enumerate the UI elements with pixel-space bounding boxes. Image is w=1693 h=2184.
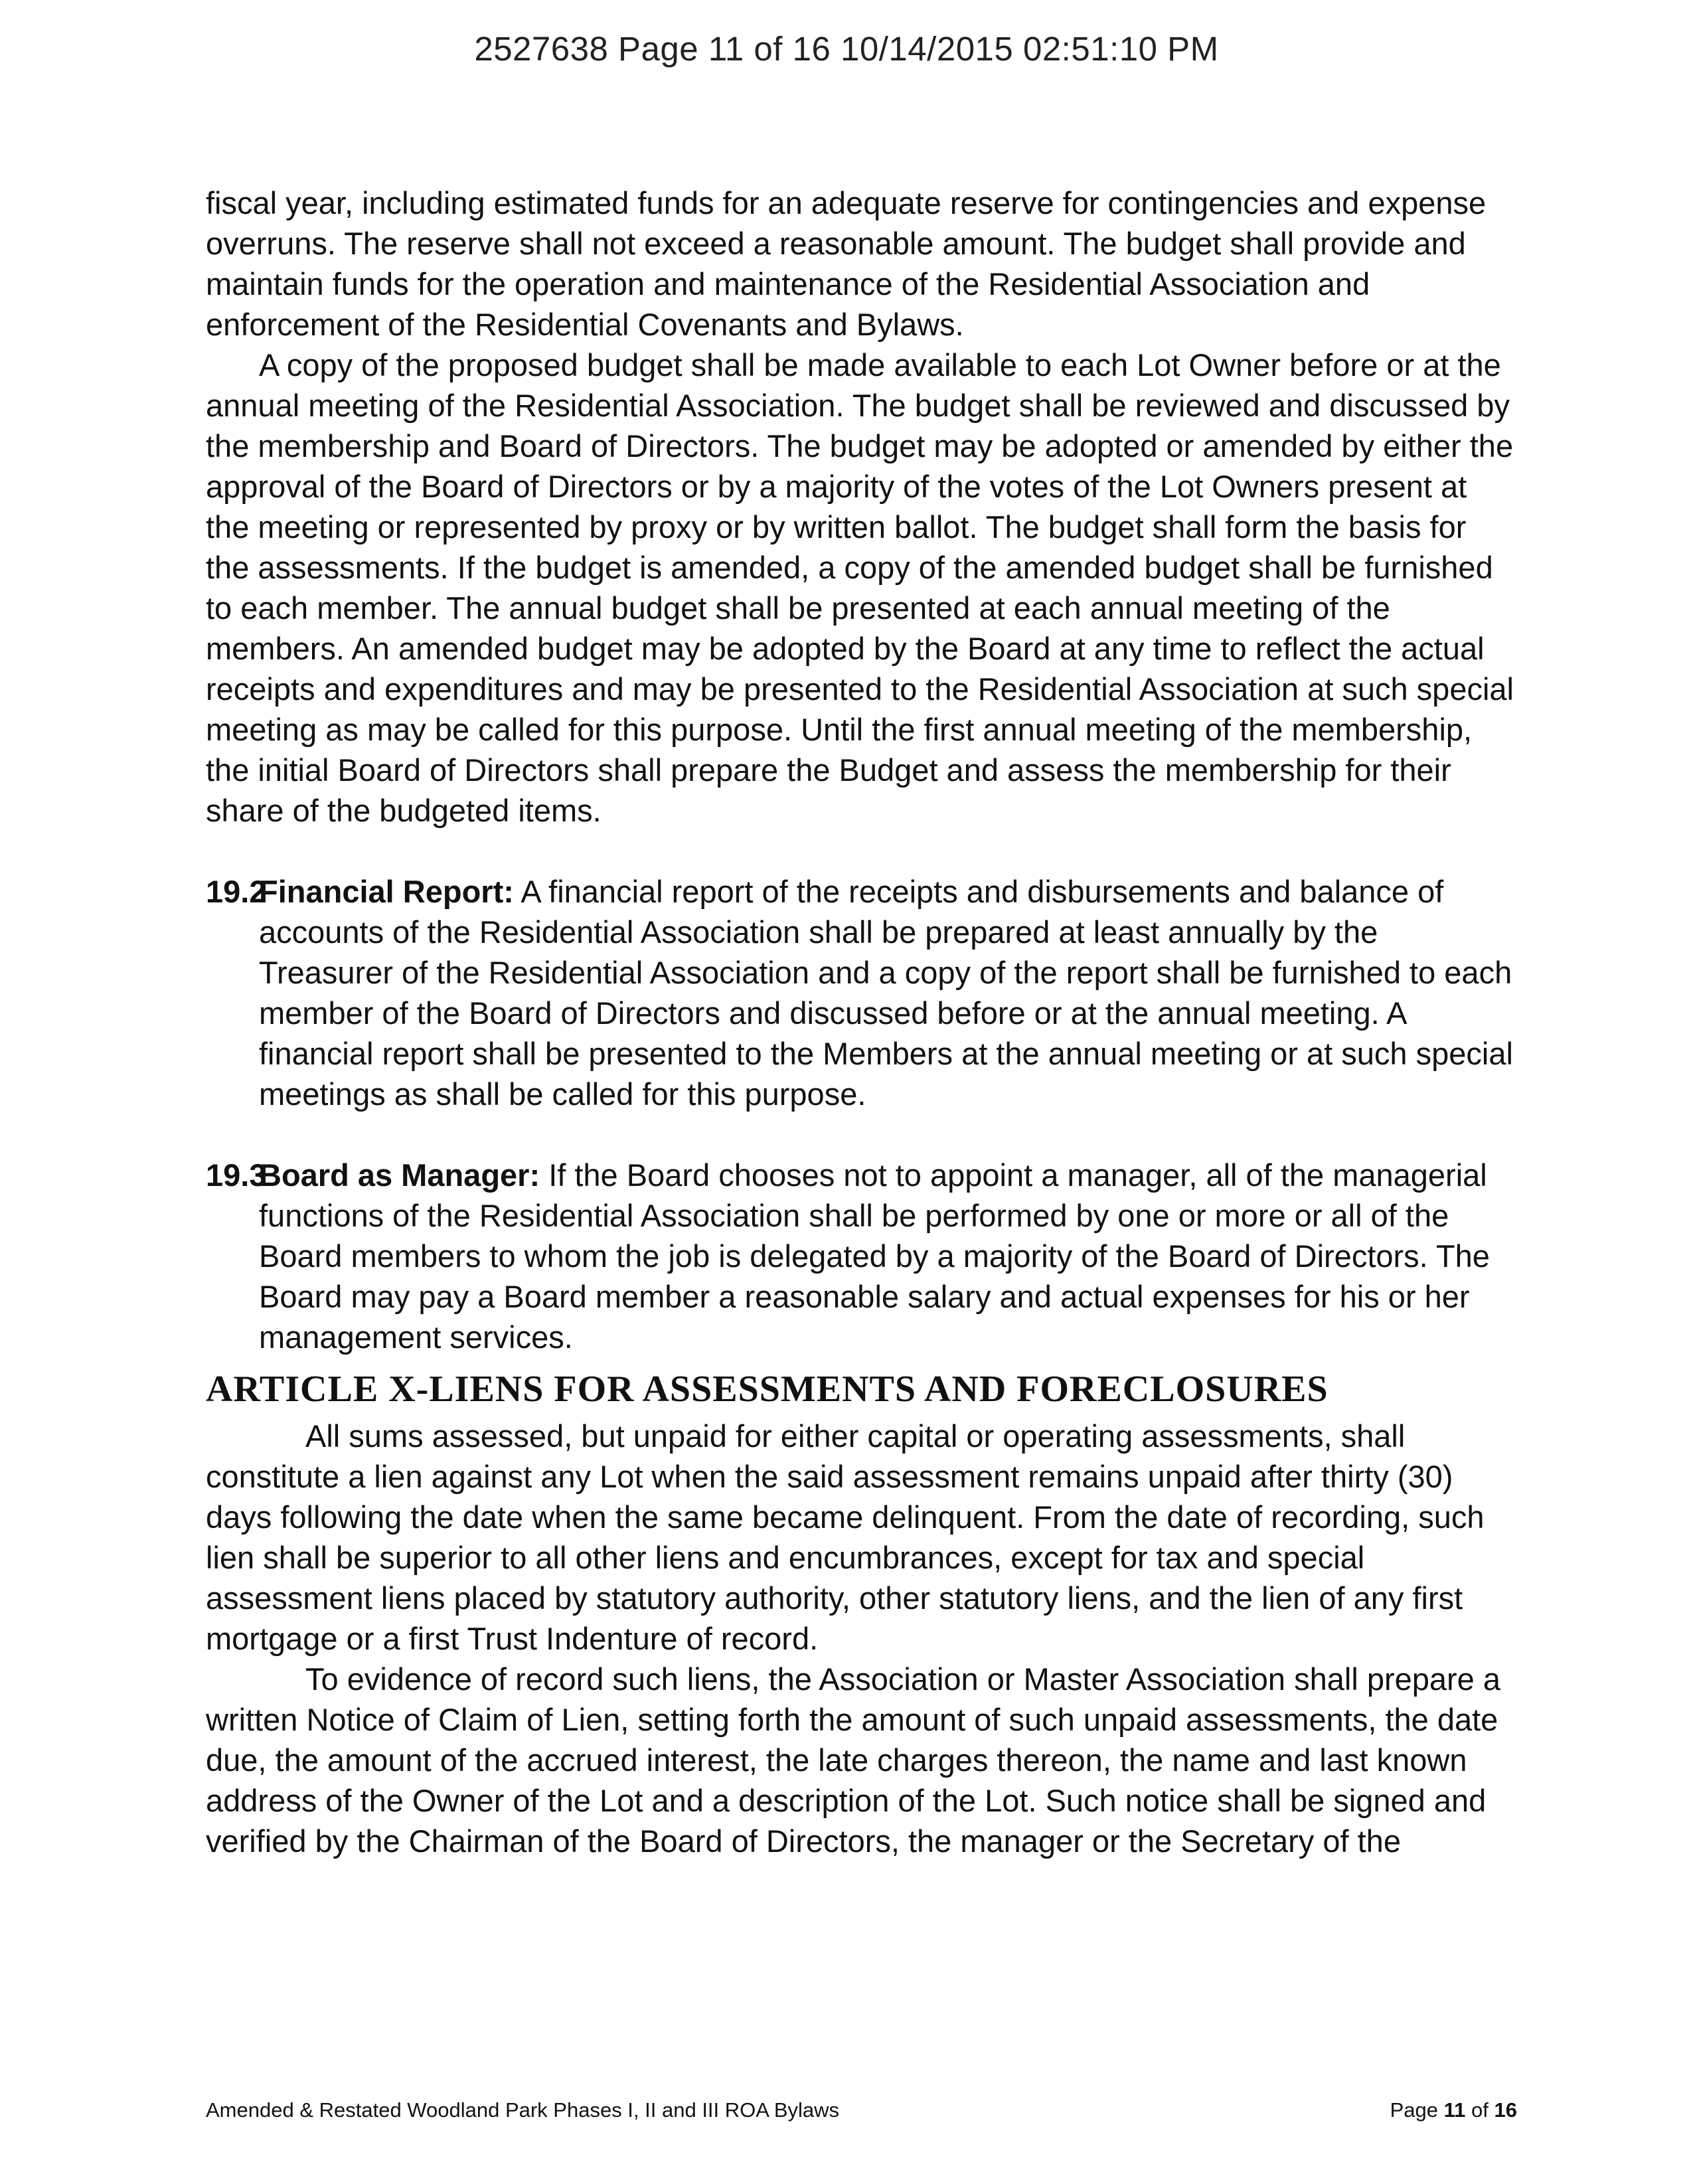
document-body (206, 183, 1517, 1861)
footer-current-page: 11 (1443, 2098, 1466, 2122)
section-text: A financial report of the receipts and disbursements and balance of accounts of the Residential Association shall be prepared at least annually by the Treasurer of the Residential Association and a copy of the report shall be furnished to each member of the Board of Directors and discussed before or at the annual meeting. A financial report shall be presented to the Members at the annual meeting or at such special meetings as shall be called for this purpose. (259, 874, 1513, 1112)
article-paragraph: To evidence of record such liens, the Association or Master Association shall prepare a written Notice of Claim of Lien, setting forth the amount of such unpaid assessments, the date due, the amount of the accrued interest, the late charges thereon, the name and last known address of the Owner of the Lot and a description of the Lot. Such notice shall be signed and verified by the Chairman of the Board of Directors, the manager or the Secretary of the (206, 1661, 1501, 1859)
section-19-3 (206, 1155, 1517, 1357)
section-number: 19.2 (206, 874, 267, 909)
recording-stamp: 2527638 Page 11 of 16 10/14/2015 02:51:10 PM (474, 30, 1219, 68)
page-footer (206, 2097, 1517, 2124)
section-title: Board as Manager: (259, 1157, 540, 1193)
budget-paragraph: A copy of the proposed budget shall be made available to each Lot Owner before or at the annual meeting of the Residential Association. The budget shall be reviewed and discussed by the membership and Board of Directors. The budget may be adopted or amended by either the approval of the Board of Directors or by a majority of the votes of the Lot Owners present at the meeting or represented by proxy or by written ballot. The budget shall form the basis for the assessments. If the budget is amended, a copy of the amended budget shall be furnished to each member. The annual budget shall be presented at each annual meeting of the members. An amended budget may be adopted by the Board at any time to reflect the actual receipts and expenditures and may be presented to the Residential Association at such special meeting as may be called for this purpose. Until the first annual meeting of the membership, the initial Board of Directors shall prepare the Budget and assess the membership for their share of the budgeted items. (206, 347, 1514, 828)
section-19-2 (206, 871, 1517, 1114)
continuation-paragraph: fiscal year, including estimated funds for an adequate reserve for contingencies and expense overruns. The reserve shall not exceed a reasonable amount. The budget shall provide and maintain funds for the operation and maintenance of the Residential Association and enforcement of the Residential Covenants and Bylaws. (206, 185, 1487, 342)
footer-total-pages: 16 (1494, 2098, 1517, 2122)
footer-page-prefix: Page (1390, 2098, 1438, 2122)
article-paragraph: All sums assessed, but unpaid for either capital or operating assessments, shall constitute a lien against any Lot when the said assessment remains unpaid after thirty (30) days following the date when the same became delinquent. From the date of recording, such lien shall be superior to all other liens and encumbrances, except for tax and special assessment liens placed by statutory authority, other statutory liens, and the lien of any first mortgage or a first Trust Indenture of record. (206, 1418, 1485, 1656)
section-title: Financial Report: (259, 874, 514, 909)
section-number: 19.3 (206, 1157, 267, 1193)
footer-page-number (1390, 2097, 1517, 2124)
footer-page-of: of (1471, 2098, 1489, 2122)
footer-document-title: Amended & Restated Woodland Park Phases I, II and III ROA Bylaws (206, 2098, 840, 2122)
section-text: If the Board chooses not to appoint a manager, all of the managerial functions of the Residential Association shall be performed by one or more or all of the Board members to whom the job is delegated by a majority of the Board of Directors. The Board may pay a Board member a reasonable salary and actual expenses for his or her management services. (259, 1157, 1490, 1355)
article-heading: ARTICLE X-LIENS FOR ASSESSMENTS AND FORECLOSURES (206, 1369, 1329, 1410)
